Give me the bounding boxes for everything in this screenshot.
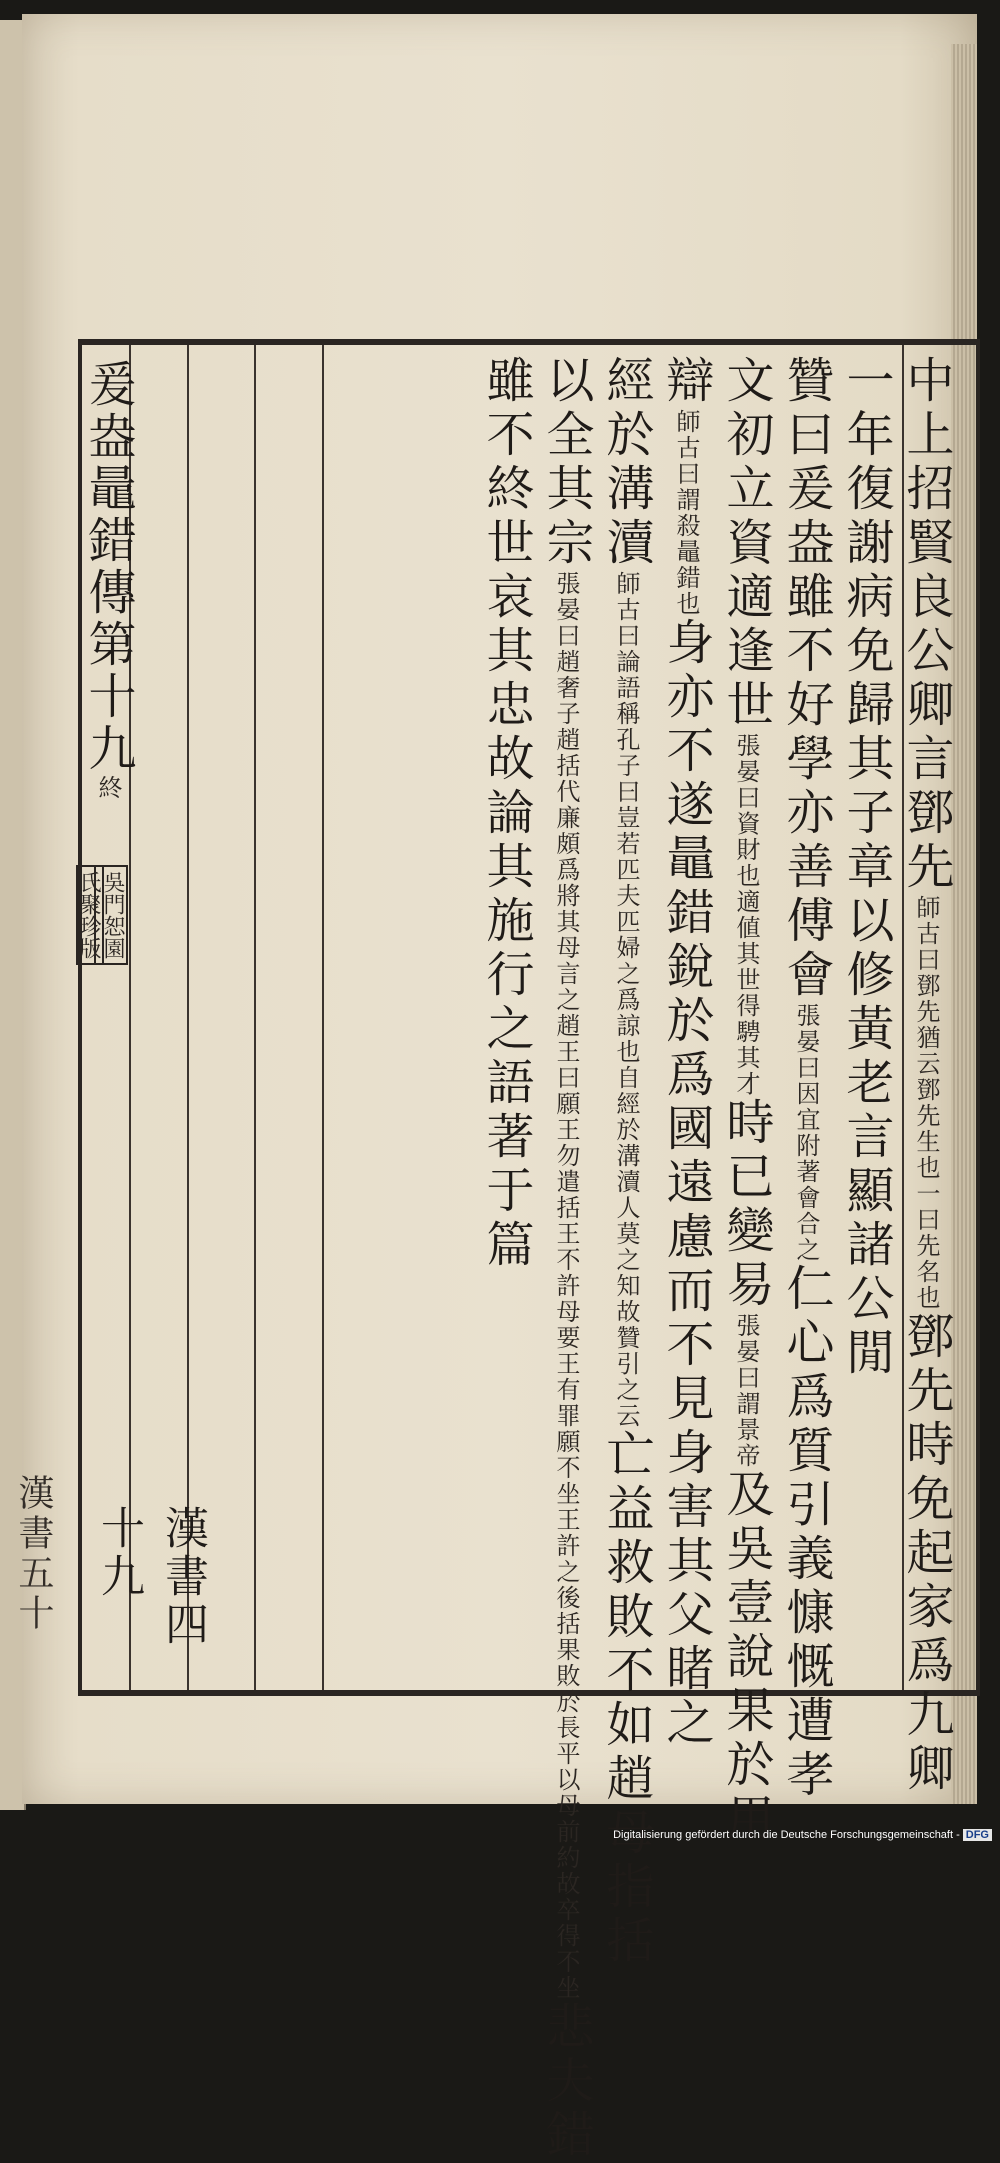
column-main-text: 一年復謝病免歸其子章以修黃老言顯諸公閒: [838, 355, 894, 1381]
text-column-2: [838, 355, 894, 1381]
column-main-text: 身亦不遂鼂錯銳於爲國遠慮而不見身害其父睹之: [658, 617, 714, 1751]
text-column-7: [538, 355, 594, 2163]
column-main-text: 以全其宗: [538, 355, 594, 571]
column-annotation: 張晏曰謂景帝: [732, 1313, 760, 1469]
chapter-title: [80, 359, 136, 801]
column-main-text: 中上招賢良公卿言鄧先: [898, 355, 954, 895]
volume-footer: 漢書四十九: [93, 1505, 208, 1649]
column-annotation: 師古曰論語稱孔子曰豈若匹夫匹婦之爲諒也自經於溝瀆人莫之知故贊引之云: [612, 571, 640, 1429]
column-main-text: 及吳壹說果於用: [718, 1469, 774, 1847]
column-main-text: 贊曰爰盎雖不好學亦善傅會: [778, 355, 834, 1003]
text-column-6: [598, 355, 654, 1969]
chapter-end-mark: 終: [94, 775, 122, 801]
seal-line: 吳門恕園: [100, 871, 125, 959]
column-rule: [187, 345, 189, 1690]
column-annotation: 張晏曰資財也適値其世得騁其才: [732, 733, 760, 1097]
column-annotation: 張晏曰因宜附著會合之: [792, 1003, 820, 1263]
text-column-8: [478, 355, 534, 1273]
dfg-logo: DFG: [963, 1829, 992, 1841]
left-page-footer: 漢書五十: [13, 1474, 54, 1634]
column-main-text: 仁心爲質引義慷慨遭孝: [778, 1263, 834, 1803]
column-annotation: 師古曰謂殺鼂錯也: [672, 409, 700, 617]
text-column-3: [778, 355, 834, 1803]
column-main-text: 時已變易: [718, 1097, 774, 1313]
column-main-text: 經於溝瀆: [598, 355, 654, 571]
seal-line: 氏聚珍版: [76, 871, 101, 959]
column-main-text: 鄧先時免起家爲九卿: [898, 1311, 954, 1797]
column-main-text: 雖不終世哀其忠故論其施行之語著于篇: [478, 355, 534, 1273]
column-main-text: 亡益救敗不如趙母指括: [598, 1429, 654, 1969]
text-column-4: [718, 355, 774, 1847]
column-main-text: 文初立資適逢世: [718, 355, 774, 733]
digitization-credit: [613, 1829, 992, 1841]
column-rule: [322, 345, 324, 1690]
chapter-title-text: 爰盎鼂錯傳第十九: [80, 359, 136, 775]
text-column-1: [898, 355, 954, 1797]
column-main-text: 悲夫錯: [538, 2001, 594, 2163]
column-annotation: 張晏曰趙奢子趙括代廉頗爲將其母言之趙王曰願王勿遣括王不許母要王有罪願不坐王許之後括果敗於長平以母前約故卒得不坐: [552, 571, 580, 2001]
text-column-5: [658, 355, 714, 1751]
column-rule: [254, 345, 256, 1690]
digitization-text: Digitalisierung gefördert durch die Deutsche Forschungsgemeinschaft -: [613, 1829, 960, 1841]
printer-seal-2: [76, 865, 104, 965]
column-annotation: 師古曰鄧先猶云鄧先生也一曰先名也: [912, 895, 940, 1311]
column-main-text: 辯: [658, 355, 714, 409]
